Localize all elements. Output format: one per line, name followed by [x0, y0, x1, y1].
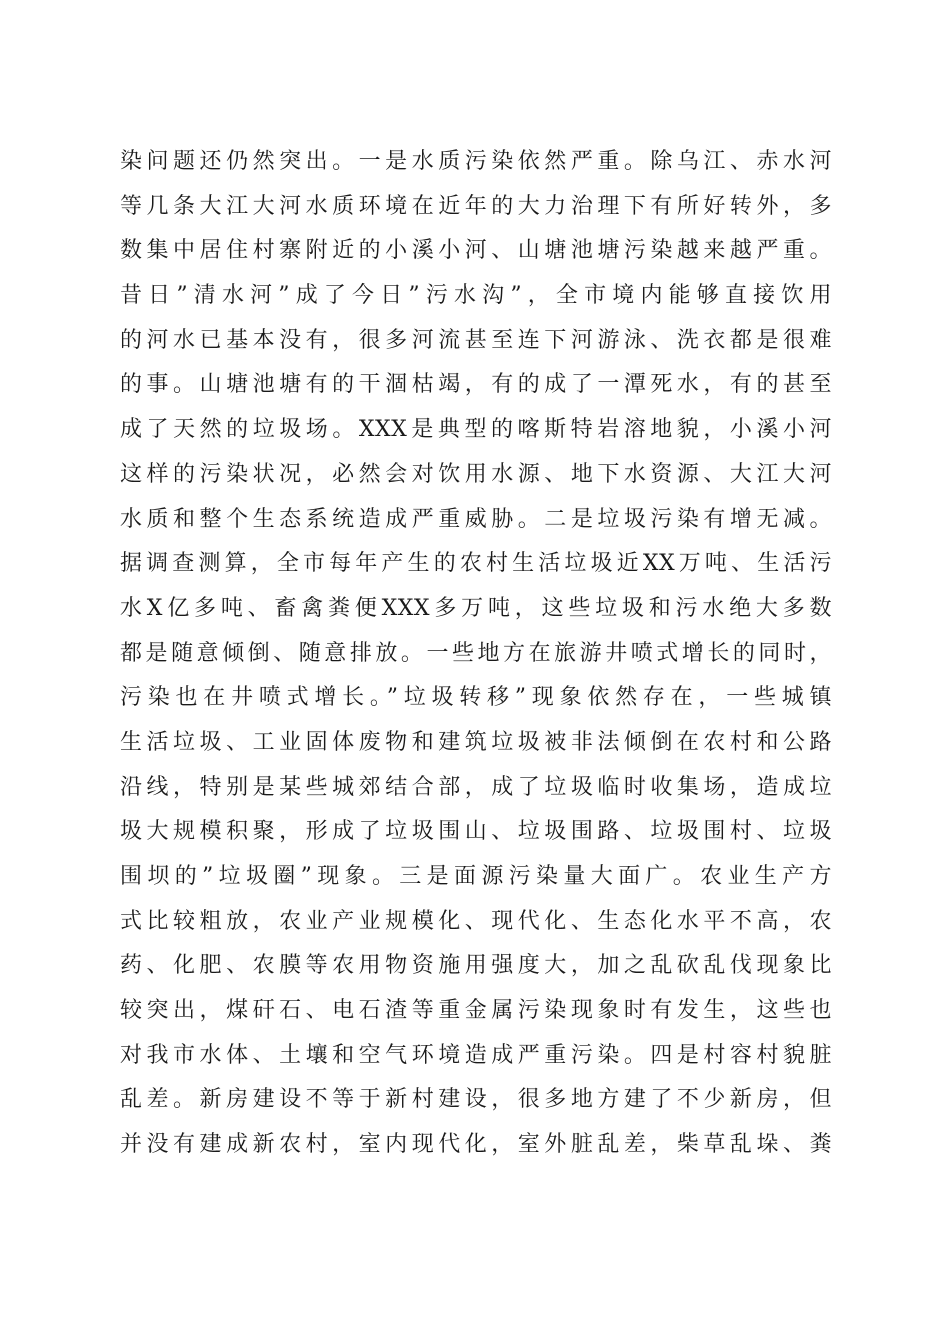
text-line-13: 污染也在井喷式增长。”垃圾转移”现象依然存在，一些城镇 [120, 685, 832, 711]
text-line-9: 水质和整个生态系统造成严重威胁。二是垃圾污染有增无减。 [120, 506, 832, 532]
text-line-7: 成了天然的垃圾场。XXX是典型的喀斯特岩溶地貌，小溪小河 [120, 417, 832, 443]
text-line-1: 染问题还仍然突出。一是水质污染依然严重。除乌江、赤水河 [120, 149, 832, 174]
text-line-23: 并没有建成新农村，室内现代化，室外脏乱差，柴草乱垛、粪 [120, 1132, 832, 1158]
body-paragraph [120, 140, 832, 1168]
text-line-19: 药、化肥、农膜等农用物资施用强度大，加之乱砍乱伐现象比 [120, 953, 832, 979]
text-line-14: 生活垃圾、工业固体废物和建筑垃圾被非法倾倒在农村和公路 [120, 729, 832, 755]
text-line-10: 据调查测算，全市每年产生的农村生活垃圾近XX万吨、生活污 [120, 551, 832, 577]
text-line-11: 水X亿多吨、畜禽粪便XXX多万吨，这些垃圾和污水绝大多数 [120, 595, 832, 621]
text-line-5: 的河水已基本没有，很多河流甚至连下河游泳、洗衣都是很难 [120, 327, 832, 353]
text-line-3: 数集中居住村寨附近的小溪小河、山塘池塘污染越来越严重。 [120, 238, 832, 264]
text-line-17: 围坝的”垃圾圈”现象。三是面源污染量大面广。农业生产方 [120, 864, 832, 889]
text-line-18: 式比较粗放，农业产业规模化、现代化、生态化水平不高，农 [120, 908, 832, 934]
text-line-21: 对我市水体、土壤和空气环境造成严重污染。四是村容村貌脏 [120, 1042, 832, 1068]
text-line-6: 的事。山塘池塘有的干涸枯竭，有的成了一潭死水，有的甚至 [120, 372, 832, 398]
text-line-8: 这样的污染状况，必然会对饮用水源、地下水资源、大江大河 [120, 461, 832, 487]
text-line-20: 较突出，煤矸石、电石渣等重金属污染现象时有发生，这些也 [120, 998, 832, 1024]
text-line-15: 沿线，特别是某些城郊结合部，成了垃圾临时收集场，造成垃 [120, 774, 832, 800]
text-line-12: 都是随意倾倒、随意排放。一些地方在旅游井喷式增长的同时， [120, 640, 832, 666]
text-line-2: 等几条大江大河水质环境在近年的大力治理下有所好转外，多 [120, 193, 832, 219]
text-line-4: 昔日”清水河”成了今日”污水沟”，全市境内能够直接饮用 [120, 283, 832, 309]
text-line-16: 圾大规模积聚，形成了垃圾围山、垃圾围路、垃圾围村、垃圾 [120, 819, 832, 845]
text-line-22: 乱差。新房建设不等于新村建设，很多地方建了不少新房，但 [120, 1087, 832, 1113]
